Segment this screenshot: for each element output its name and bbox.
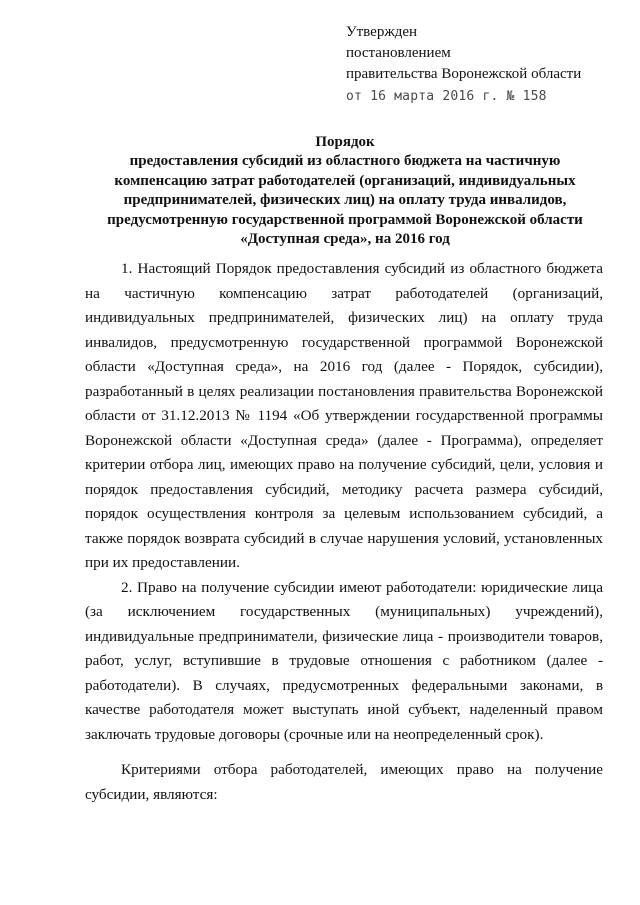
title-line: предоставления субсидий из областного бюджета на частичную: [129, 153, 561, 170]
title-line: предусмотренную государственной программой Воронежской области: [107, 211, 583, 228]
approval-line-approved: Утвержден: [346, 24, 418, 40]
approval-line-government: правительства Воронежской области: [346, 66, 582, 82]
paragraph-2: 2. Право на получение субсидии имеют работодатели: юридические лица (за исключением государственных (муниципальных) учреждений), индивидуальные предприниматели, физические лица - производители товаров, работ, услуг, вступившие в трудовые отношения с работником (далее - работодатели). В случаях, предусмотренных федеральными законами, в качестве работодателя может выступать иной субъект, наделенный правом заключать трудовые договоры (срочные или на неопределенный срок).: [85, 578, 603, 743]
title-line: предпринимателей, физических лиц) на оплату труда инвалидов,: [123, 192, 567, 209]
approval-date-stamp: от 16 марта 2016 г. № 158: [346, 89, 547, 104]
paragraph-criteria: Критериями отбора работодателей, имеющих право на получение субсидии, являются:: [85, 761, 603, 803]
title-line: «Доступная среда», на 2016 год: [240, 231, 450, 248]
title-line: компенсацию затрат работодателей (организаций, индивидуальных: [114, 172, 576, 189]
approval-line-resolution: постановлением: [346, 45, 451, 61]
document-title: [80, 133, 610, 249]
approval-block: [346, 22, 581, 107]
paragraph-1: 1. Настоящий Порядок предоставления субсидий из областного бюджета на частичную компенсацию затрат работодателей (организаций, индивидуальных предпринимателей, физических лиц) на оплату труда инвалидов, предусмотренную государственной программой Воронежской области «Доступная среда», на 2016 год (далее - Порядок, субсидии), разработанный в целях реализации постановления правительства Воронежской области от 31.12.2013 № 1194 «Об утверждении государственной программы Воронежской области «Доступная среда» (далее - Программа), определяет критерии отбора лиц, имеющих право на получение субсидий, цели, условия и порядок предоставления субсидий, методику расчета размера субсидий, порядок осуществления контроля за целевым использованием субсидий, а также порядок возврата субсидий в случае нарушения условий, установленных при их предоставлении.: [85, 260, 603, 571]
title-heading: Порядок: [315, 134, 375, 150]
document-body: [85, 257, 603, 807]
